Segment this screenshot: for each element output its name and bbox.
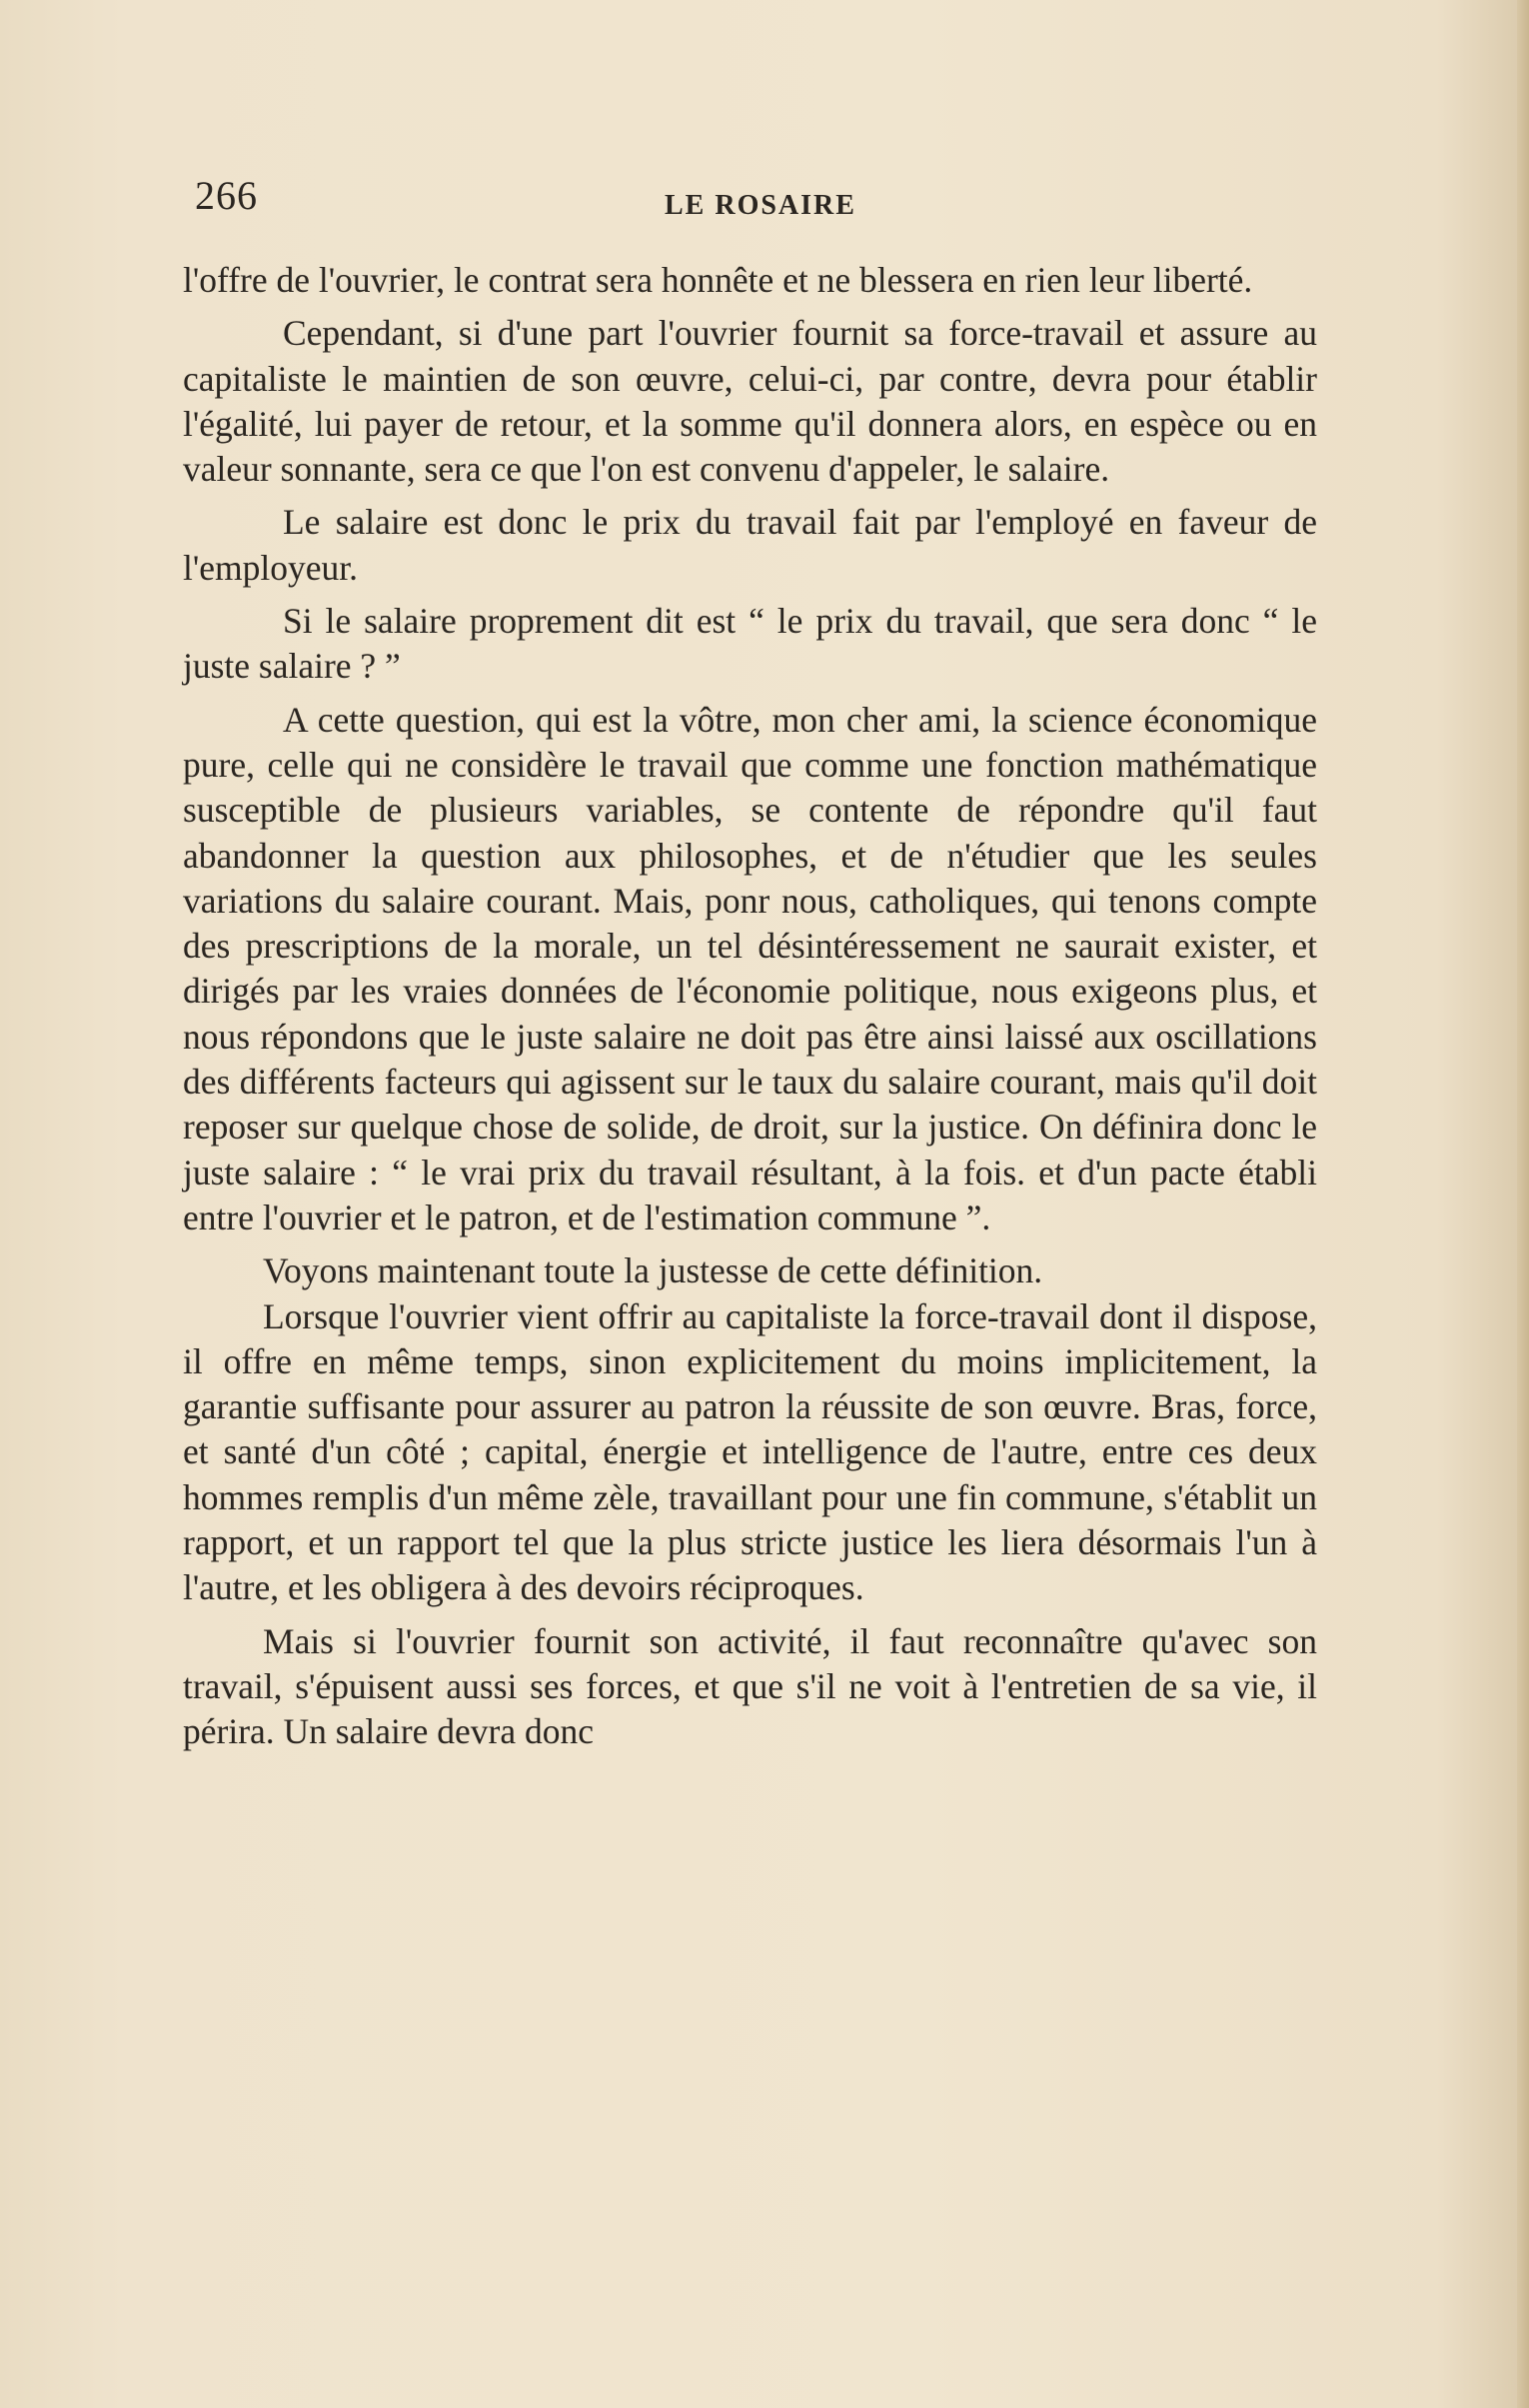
paragraph: Si le salaire proprement dit est “ le prix du travail, que sera donc “ le juste salaire ? ” [183,601,1317,687]
page-header [195,168,1314,228]
paragraph: Le salaire est donc le prix du travail fait par l'employé en faveur de l'employeur. [183,502,1317,588]
page-number: 266 [195,173,258,218]
paragraph: Lorsque l'ouvrier vient offrir au capitaliste la force-travail dont il dispose, il offre en même temps, sinon explicitement du moins implicitement, la garantie suffisante pour assurer au patron la réussite de son œuvre. Bras, force, et santé d'un côté ; capital, énergie et intelligence de l'autre, entre ces deux hommes remplis d'un même zèle, travaillant pour une fin commune, s'établit un rapport, et un rapport tel que la plus stricte justice les liera désormais l'un à l'autre, et les obligera à des devoirs réciproques. [183,1295,1317,1608]
body-text [183,258,1317,1763]
paragraph: Cependant, si d'une part l'ouvrier fournit sa force-travail et assure au capitaliste le maintien de son œuvre, celui-ci, par contre, devra pour établir l'égalité, lui payer de retour, et la somme qu'il donnera alors, en espèce ou en valeur sonnante, sera ce que l'on est convenu d'appeler, le salaire. [183,313,1317,490]
paragraph-continuation: l'offre de l'ouvrier, le contrat sera honnête et ne blessera en rien leur liberté. [183,260,1253,300]
paragraph: Voyons maintenant toute la justesse de cette définition. [263,1250,1043,1291]
paragraph: A cette question, qui est la vôtre, mon cher ami, la science économique pure, celle qui ne considère le travail que comme une fonction mathématique susceptible de plusieurs variables, se contente de répondre qu'il faut abandonner la question aux philosophes, et de n'étudier que les seules variations du salaire courant. Mais, ponr nous, catholiques, qui tenons compte des prescriptions de la morale, un tel désintéressement ne saurait exister, et dirigés par les vraies données de l'économie politique, nous exigeons plus, et nous répondons que le juste salaire ne doit pas être ainsi laissé aux oscillations des différents facteurs qui agissent sur le taux du salaire courant, mais qu'il doit reposer sur quelque chose de solide, de droit, sur la justice. On définira donc le juste salaire : “ le vrai prix du travail résultant, à la fois. et d'un pacte établi entre l'ouvrier et le patron, et de l'estimation commune ”. [183,699,1317,1237]
paragraph: Mais si l'ouvrier fournit son activité, il faut reconnaître qu'avec son travail, s'épuisent aussi ses forces, et que s'il ne voit à l'entretien de sa vie, il périra. Un salaire devra donc [183,1620,1317,1752]
running-head: LE ROSAIRE [665,190,856,221]
page-edge [1517,0,1529,2408]
